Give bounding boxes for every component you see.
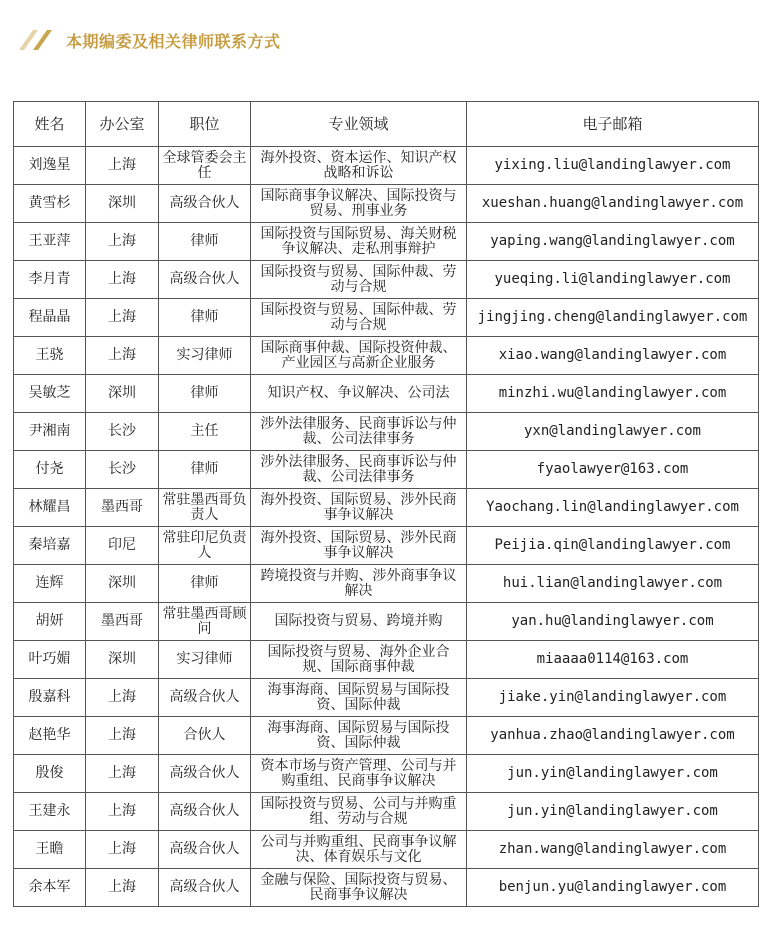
cell-name: 黄雪杉	[14, 185, 86, 223]
cell-email: Peijia.qin@landinglawyer.com	[467, 527, 759, 565]
cell-name: 连辉	[14, 565, 86, 603]
lawyer-contact-table	[13, 101, 759, 907]
column-header-position: 职位	[159, 102, 251, 147]
cell-name: 秦培嘉	[14, 527, 86, 565]
cell-position: 律师	[159, 223, 251, 261]
cell-office: 上海	[86, 261, 159, 299]
cell-position: 高级合伙人	[159, 755, 251, 793]
cell-name: 叶巧媚	[14, 641, 86, 679]
table-header-row	[14, 102, 759, 147]
cell-expertise: 海外投资、资本运作、知识产权战略和诉讼	[251, 147, 467, 185]
table-row	[14, 489, 759, 527]
cell-position: 实习律师	[159, 641, 251, 679]
cell-name: 刘逸星	[14, 147, 86, 185]
cell-name: 王骁	[14, 337, 86, 375]
cell-email: xiao.wang@landinglawyer.com	[467, 337, 759, 375]
cell-name: 程晶晶	[14, 299, 86, 337]
table-row	[14, 641, 759, 679]
cell-email: minzhi.wu@landinglawyer.com	[467, 375, 759, 413]
table-row	[14, 717, 759, 755]
cell-position: 律师	[159, 299, 251, 337]
cell-position: 律师	[159, 375, 251, 413]
cell-name: 余本军	[14, 869, 86, 907]
cell-email: yueqing.li@landinglawyer.com	[467, 261, 759, 299]
section-header	[20, 28, 281, 52]
cell-office: 上海	[86, 337, 159, 375]
cell-expertise: 海外投资、国际贸易、涉外民商事争议解决	[251, 527, 467, 565]
cell-expertise: 公司与并购重组、民商事争议解决、体育娱乐与文化	[251, 831, 467, 869]
cell-position: 律师	[159, 565, 251, 603]
cell-office: 上海	[86, 831, 159, 869]
table-row	[14, 869, 759, 907]
cell-email: jingjing.cheng@landinglawyer.com	[467, 299, 759, 337]
cell-expertise: 海事海商、国际贸易与国际投资、国际仲裁	[251, 717, 467, 755]
cell-email: jun.yin@landinglawyer.com	[467, 793, 759, 831]
cell-email: jiake.yin@landinglawyer.com	[467, 679, 759, 717]
column-header-office: 办公室	[86, 102, 159, 147]
cell-name: 胡妍	[14, 603, 86, 641]
table-row	[14, 603, 759, 641]
table-row	[14, 831, 759, 869]
cell-office: 深圳	[86, 375, 159, 413]
cell-position: 主任	[159, 413, 251, 451]
cell-position: 常驻墨西哥负责人	[159, 489, 251, 527]
cell-office: 深圳	[86, 565, 159, 603]
cell-position: 全球管委会主任	[159, 147, 251, 185]
section-title: 本期编委及相关律师联系方式	[66, 31, 281, 51]
cell-office: 墨西哥	[86, 603, 159, 641]
cell-name: 吴敏芝	[14, 375, 86, 413]
cell-position: 合伙人	[159, 717, 251, 755]
table-row	[14, 793, 759, 831]
cell-name: 林耀昌	[14, 489, 86, 527]
cell-email: fyaolawyer@163.com	[467, 451, 759, 489]
cell-expertise: 国际投资与国际贸易、海关财税争议解决、走私刑事辩护	[251, 223, 467, 261]
cell-position: 常驻墨西哥顾问	[159, 603, 251, 641]
table-row	[14, 527, 759, 565]
table-row	[14, 375, 759, 413]
cell-email: hui.lian@landinglawyer.com	[467, 565, 759, 603]
cell-office: 上海	[86, 869, 159, 907]
column-header-name: 姓名	[14, 102, 86, 147]
cell-expertise: 金融与保险、国际投资与贸易、民商事争议解决	[251, 869, 467, 907]
cell-name: 王建永	[14, 793, 86, 831]
column-header-expertise: 专业领域	[251, 102, 467, 147]
cell-email: jun.yin@landinglawyer.com	[467, 755, 759, 793]
cell-office: 上海	[86, 147, 159, 185]
cell-email: yan.hu@landinglawyer.com	[467, 603, 759, 641]
cell-position: 高级合伙人	[159, 793, 251, 831]
cell-office: 深圳	[86, 641, 159, 679]
cell-office: 长沙	[86, 413, 159, 451]
cell-office: 墨西哥	[86, 489, 159, 527]
cell-position: 高级合伙人	[159, 185, 251, 223]
table-row	[14, 299, 759, 337]
cell-name: 赵艳华	[14, 717, 86, 755]
table-row	[14, 565, 759, 603]
cell-name: 尹湘南	[14, 413, 86, 451]
cell-position: 实习律师	[159, 337, 251, 375]
cell-name: 李月青	[14, 261, 86, 299]
table-row	[14, 261, 759, 299]
cell-position: 常驻印尼负责人	[159, 527, 251, 565]
cell-email: yanhua.zhao@landinglawyer.com	[467, 717, 759, 755]
cell-expertise: 国际投资与贸易、跨境并购	[251, 603, 467, 641]
table-row	[14, 755, 759, 793]
column-header-email: 电子邮箱	[467, 102, 759, 147]
cell-name: 殷俊	[14, 755, 86, 793]
table-row	[14, 451, 759, 489]
cell-expertise: 资本市场与资产管理、公司与并购重组、民商事争议解决	[251, 755, 467, 793]
cell-expertise: 涉外法律服务、民商事诉讼与仲裁、公司法律事务	[251, 413, 467, 451]
cell-email: Yaochang.lin@landinglawyer.com	[467, 489, 759, 527]
cell-position: 高级合伙人	[159, 869, 251, 907]
cell-expertise: 国际投资与贸易、公司与并购重组、劳动与合规	[251, 793, 467, 831]
cell-expertise: 国际商事争议解决、国际投资与贸易、刑事业务	[251, 185, 467, 223]
cell-office: 长沙	[86, 451, 159, 489]
cell-expertise: 国际投资与贸易、海外企业合规、国际商事仲裁	[251, 641, 467, 679]
cell-position: 高级合伙人	[159, 261, 251, 299]
cell-expertise: 海外投资、国际贸易、涉外民商事争议解决	[251, 489, 467, 527]
cell-office: 上海	[86, 793, 159, 831]
table-row	[14, 413, 759, 451]
cell-email: miaaaa0114@163.com	[467, 641, 759, 679]
cell-name: 付尧	[14, 451, 86, 489]
cell-expertise: 国际商事仲裁、国际投资仲裁、产业园区与高新企业服务	[251, 337, 467, 375]
cell-office: 上海	[86, 223, 159, 261]
cell-position: 律师	[159, 451, 251, 489]
cell-office: 印尼	[86, 527, 159, 565]
cell-expertise: 国际投资与贸易、国际仲裁、劳动与合规	[251, 261, 467, 299]
cell-office: 上海	[86, 679, 159, 717]
cell-name: 王亚萍	[14, 223, 86, 261]
cell-expertise: 涉外法律服务、民商事诉讼与仲裁、公司法律事务	[251, 451, 467, 489]
cell-name: 殷嘉科	[14, 679, 86, 717]
cell-office: 上海	[86, 717, 159, 755]
cell-email: xueshan.huang@landinglawyer.com	[467, 185, 759, 223]
cell-email: zhan.wang@landinglawyer.com	[467, 831, 759, 869]
table-body	[14, 147, 759, 907]
double-slash-icon	[20, 28, 56, 52]
table-row	[14, 185, 759, 223]
cell-position: 高级合伙人	[159, 679, 251, 717]
cell-name: 王瞻	[14, 831, 86, 869]
cell-office: 上海	[86, 299, 159, 337]
cell-email: yixing.liu@landinglawyer.com	[467, 147, 759, 185]
cell-email: yaping.wang@landinglawyer.com	[467, 223, 759, 261]
table-row	[14, 679, 759, 717]
cell-position: 高级合伙人	[159, 831, 251, 869]
cell-expertise: 国际投资与贸易、国际仲裁、劳动与合规	[251, 299, 467, 337]
cell-expertise: 跨境投资与并购、涉外商事争议解决	[251, 565, 467, 603]
table-row	[14, 337, 759, 375]
cell-office: 深圳	[86, 185, 159, 223]
table-row	[14, 223, 759, 261]
cell-email: yxn@landinglawyer.com	[467, 413, 759, 451]
cell-expertise: 海事海商、国际贸易与国际投资、国际仲裁	[251, 679, 467, 717]
table-row	[14, 147, 759, 185]
cell-email: benjun.yu@landinglawyer.com	[467, 869, 759, 907]
cell-office: 上海	[86, 755, 159, 793]
cell-expertise: 知识产权、争议解决、公司法	[251, 375, 467, 413]
